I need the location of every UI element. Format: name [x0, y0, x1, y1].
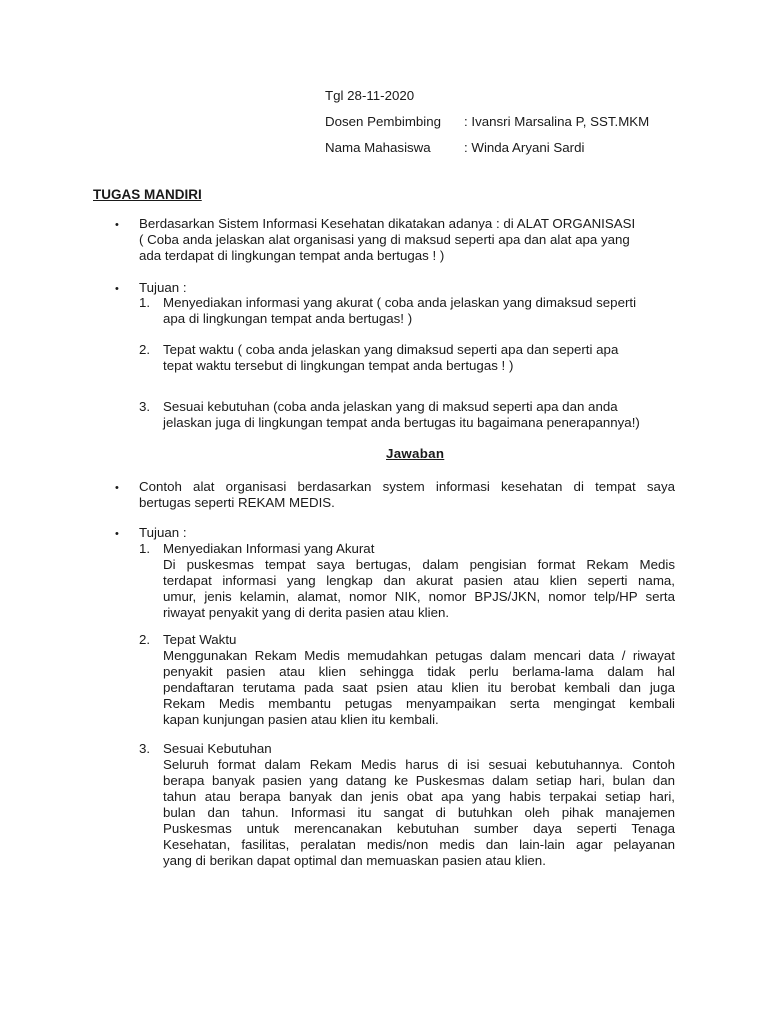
answer-item-line: umur, jenis kelamin, alamat, nomor NIK, nomor BPJS/JKN, nomor telp/HP serta — [163, 589, 675, 604]
answer-item-line: berapa banyak pasien yang datang ke Puskesmas dalam setiap hari, bulan dan — [163, 773, 675, 788]
supervisor-value: : Ivansri Marsalina P, SST.MKM — [464, 114, 650, 129]
answer-item-number: 2. — [139, 632, 151, 647]
answer-item-number: 1. — [139, 541, 151, 556]
question-item-number: 1. — [139, 295, 151, 310]
answer-item-line: penyakit pasien atau klien sehingga tidak perlu berlama-lama dalam hal — [163, 664, 675, 679]
question-1-line: Berdasarkan Sistem Informasi Kesehatan dikatakan adanya : di ALAT ORGANISASI — [139, 216, 636, 231]
page-title: TUGAS MANDIRI — [93, 187, 202, 202]
question-1-line: ada terdapat di lingkungan tempat anda bertugas ! ) — [139, 248, 445, 263]
answer-item-heading: Sesuai Kebutuhan — [163, 741, 272, 756]
question-1 — [139, 216, 679, 264]
question-item-line: jelaskan juga di lingkungan tempat anda bertugas itu bagaimana penerapannya!) — [163, 415, 640, 430]
answer-item-3 — [163, 741, 675, 869]
answer-item-line: yang di berikan dapat optimal dan memuaskan pasien atau klien. — [163, 853, 546, 868]
answer-heading: Jawaban — [386, 446, 445, 461]
answer-item-1 — [163, 541, 675, 621]
answer-item-heading: Menyediakan Informasi yang Akurat — [163, 541, 375, 556]
question-item-line: tepat waktu tersebut di lingkungan tempat anda bertugas ! ) — [163, 358, 514, 373]
answer-item-line: kapan kunjungan pasien atau klien itu kembali. — [163, 712, 439, 727]
question-1-line: ( Coba anda jelaskan alat organisasi yang di maksud seperti apa dan alat apa yang — [139, 232, 630, 247]
answer-item-line: pendaftaran terutama pada saat psien atau klien itu berobat kembali dan juga — [163, 680, 675, 695]
question-item-number: 2. — [139, 342, 151, 357]
answer-item-line: Rekam Medis membantu petugas menyampaikan serta mengingat kembali — [163, 696, 675, 711]
question-item-2 — [163, 342, 683, 374]
answer-1-line: Contoh alat organisasi berdasarkan system informasi kesehatan di tempat saya — [139, 479, 675, 494]
question-item-1 — [163, 295, 683, 327]
question-tujuan-label: Tujuan : — [139, 280, 187, 295]
answer-tujuan-label: Tujuan : — [139, 525, 187, 540]
question-item-line: Sesuai kebutuhan (coba anda jelaskan yang di maksud seperti apa dan anda — [163, 399, 618, 414]
student-value: : Winda Aryani Sardi — [464, 140, 585, 155]
bullet-icon: • — [115, 528, 119, 540]
date-text: Tgl 28-11-2020 — [325, 88, 415, 103]
bullet-icon: • — [115, 482, 119, 494]
answer-item-number: 3. — [139, 741, 151, 756]
answer-item-line: terdapat informasi yang lengkap dan akurat pasien atau klien seperti nama, — [163, 573, 675, 588]
bullet-icon: • — [115, 219, 119, 231]
answer-item-line: Di puskesmas tempat saya bertugas, dalam pengisian format Rekam Medis — [163, 557, 675, 572]
question-item-3 — [163, 399, 683, 431]
answer-item-heading: Tepat Waktu — [163, 632, 237, 647]
student-label: Nama Mahasiswa — [325, 140, 431, 155]
answer-1 — [139, 479, 675, 511]
answer-item-line: Puskesmas untuk merencanakan kebutuhan sumber daya seperti Tenaga — [163, 821, 675, 836]
question-item-line: Tepat waktu ( coba anda jelaskan yang dimaksud seperti apa dan seperti apa — [163, 342, 619, 357]
answer-item-line: Seluruh format dalam Rekam Medis harus di isi sesuai kebutuhannya. Contoh — [163, 757, 675, 772]
question-item-number: 3. — [139, 399, 151, 414]
question-item-line: Menyediakan informasi yang akurat ( coba anda jelaskan yang dimaksud seperti — [163, 295, 637, 310]
answer-item-line: tahun atau berapa banyak dan jenis obat apa yang habis terpakai setiap hari, — [163, 789, 675, 804]
answer-item-line: riwayat penyakit yang di derita pasien atau klien. — [163, 605, 450, 620]
bullet-icon: • — [115, 283, 119, 295]
supervisor-label: Dosen Pembimbing — [325, 114, 442, 129]
answer-item-line: bulan dan tahun. Informasi itu sangat di butuhkan oleh pihak manajemen — [163, 805, 675, 820]
answer-item-line: Kesehatan, fasilitas, peralatan medis/non medis dan lain-lain agar pelayanan — [163, 837, 675, 852]
answer-1-line: bertugas seperti REKAM MEDIS. — [139, 495, 335, 510]
answer-item-2 — [163, 632, 675, 728]
answer-item-line: Menggunakan Rekam Medis memudahkan petugas dalam mencari data / riwayat — [163, 648, 675, 663]
question-item-line: apa di lingkungan tempat anda bertugas! ) — [163, 311, 413, 326]
